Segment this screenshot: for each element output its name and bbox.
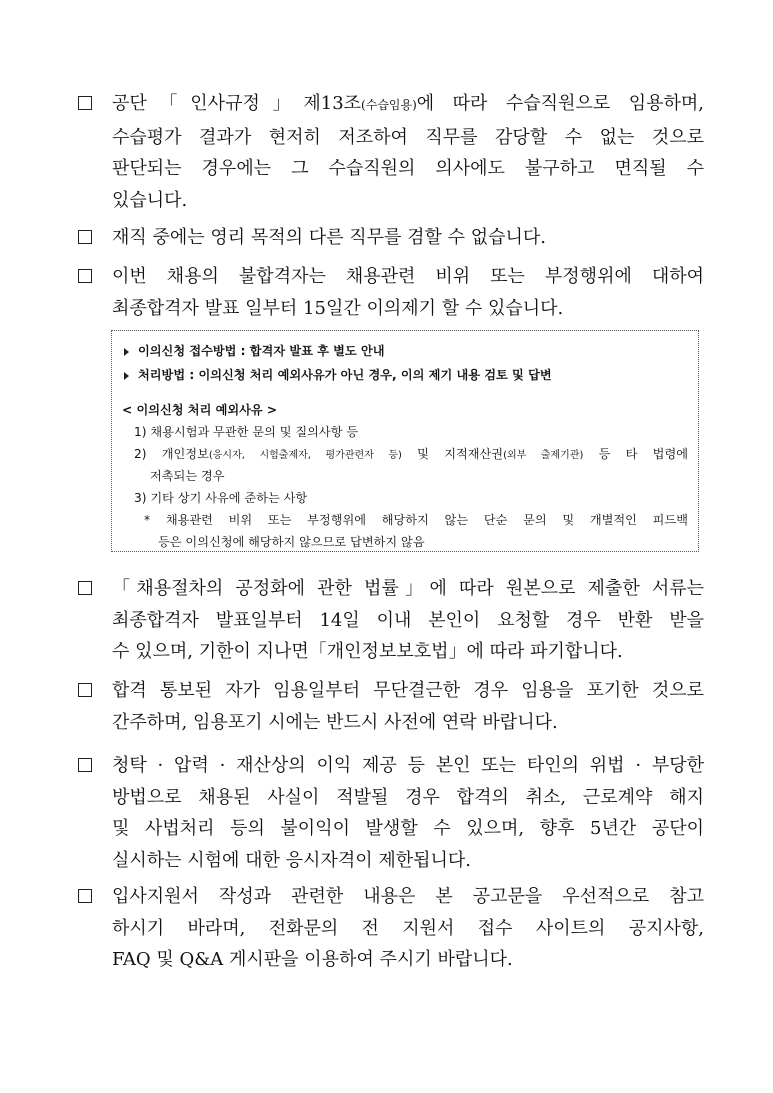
objection-method-text: 이의신청 접수방법 : 합격자 발표 후 별도 안내 xyxy=(138,344,385,358)
item-text xyxy=(112,261,704,324)
checkbox-square-icon xyxy=(78,889,92,903)
text-line xyxy=(112,293,704,325)
text-run: 실시하는 시험에 대한 응시자격이 제한됩니다. xyxy=(112,849,471,871)
text-run: 및 사법처리 등의 불이익이 발생할 수 있으며, 향후 5년간 공단이 xyxy=(112,818,704,839)
text-line xyxy=(112,675,704,707)
text-line xyxy=(112,636,704,668)
checkbox-square-icon xyxy=(78,581,92,595)
checkbox-square-icon xyxy=(78,230,92,244)
exception-item-2-note: (외부 출제기관) xyxy=(503,450,584,461)
objection-method-row xyxy=(122,339,688,363)
text-run: 최종합격자 발표 일부터 15일간 이의제기 할 수 있습니다. xyxy=(112,297,564,319)
item-text xyxy=(112,881,704,976)
text-line xyxy=(112,185,704,217)
text-run: 최종합격자 발표일부터 14일 이내 본인이 요청할 경우 반환 받을 xyxy=(112,609,704,631)
text-run: 청탁 · 압력 · 재산상의 이익 제공 등 본인 또는 타인의 위법 · 부당한 xyxy=(112,755,704,776)
exception-note-line-2: 등은 이의신청에 해당하지 않으므로 답변하지 않음 xyxy=(158,535,425,549)
text-line xyxy=(112,845,704,877)
exception-item-2-part: 등 타 법령에 xyxy=(583,447,688,461)
exception-item-2-part: 2) 개인정보 xyxy=(134,447,209,461)
text-run: 수습평가 결과가 현저히 저조하여 직무를 감당할 수 없는 것으로 xyxy=(112,126,704,148)
checkbox-square-icon xyxy=(78,269,92,283)
text-run: 방법으로 채용된 사실이 적발될 경우 합격의 취소, 근로계약 해지 xyxy=(112,786,704,808)
text-line xyxy=(112,707,704,739)
processing-method-row xyxy=(122,363,688,387)
text-run: 수 있으며, 기한이 지나면「개인정보보호법」에 따라 파기합니다. xyxy=(112,641,623,662)
checkbox-square-icon xyxy=(78,683,92,697)
exception-item-2-note: (응시자, 시험출제자, 평가관련자 등) xyxy=(208,450,402,461)
objection-info-box xyxy=(111,330,699,552)
text-line xyxy=(112,913,704,945)
text-line xyxy=(112,881,704,913)
text-line xyxy=(112,813,704,845)
inline-note: (수습임용) xyxy=(361,98,417,112)
exception-item-3: 3) 기타 상기 사유에 준하는 사항 xyxy=(134,491,308,505)
text-line xyxy=(112,153,704,185)
exception-section-title: < 이의신청 처리 예외사유 > xyxy=(122,403,278,417)
text-line xyxy=(112,88,704,122)
text-line xyxy=(112,605,704,637)
triangle-bullet-icon xyxy=(124,348,129,356)
text-line xyxy=(112,750,704,782)
text-run: 이번 채용의 불합격자는 채용관련 비위 또는 부정행위에 대하여 xyxy=(112,266,704,287)
text-run: 「채용절차의 공정화에 관한 법률」에 따라 원본으로 제출한 서류는 xyxy=(112,578,704,599)
exception-item-2 xyxy=(122,443,688,465)
text-run: 간주하며, 임용포기 시에는 반드시 사전에 연락 바랍니다. xyxy=(112,711,558,733)
text-line xyxy=(112,122,704,154)
notice-item-3 xyxy=(78,261,704,324)
notice-item-4 xyxy=(78,573,704,668)
item-text xyxy=(112,750,704,876)
text-run: 에 따라 수습직원으로 임용하며, xyxy=(416,93,704,114)
checkbox-square-icon xyxy=(78,758,92,772)
exception-note-line-1: * 채용관련 비위 또는 부정행위에 해당하지 않는 단순 문의 및 개별적인 피드백 xyxy=(144,513,688,527)
notice-item-1 xyxy=(78,88,704,216)
text-run: 있습니다. xyxy=(112,189,188,211)
exception-item-2-part: 및 지적재산권 xyxy=(401,447,504,461)
item-text xyxy=(112,88,704,216)
item-text xyxy=(112,573,704,668)
text-run: 공단「인사규정」제13조 xyxy=(112,93,362,114)
notice-item-6 xyxy=(78,750,704,876)
item-text xyxy=(112,222,704,254)
notice-item-7 xyxy=(78,881,704,976)
notice-item-2 xyxy=(78,222,704,254)
text-run: 판단되는 경우에는 그 수습직원의 의사에도 불구하고 면직될 수 xyxy=(112,158,704,179)
text-line xyxy=(112,261,704,293)
text-line xyxy=(112,573,704,605)
text-run: 입사지원서 작성과 관련한 내용은 본 공고문을 우선적으로 참고 xyxy=(112,886,704,907)
text-run: 하시기 바라며, 전화문의 전 지원서 접수 사이트의 공지사항, xyxy=(112,917,704,939)
processing-method-text: 처리방법 : 이의신청 처리 예외사유가 아닌 경우, 이의 제기 내용 검토 및 답변 xyxy=(138,368,552,382)
text-run: FAQ 및 Q&A 게시판을 이용하여 주시기 바랍니다. xyxy=(112,949,513,970)
text-line xyxy=(112,782,704,814)
text-line xyxy=(112,944,704,976)
item-text xyxy=(112,675,704,738)
triangle-bullet-icon xyxy=(124,372,129,380)
exception-item-1: 1) 채용시험과 무관한 문의 및 질의사항 등 xyxy=(134,425,359,439)
text-run: 재직 중에는 영리 목적의 다른 직무를 겸할 수 없습니다. xyxy=(112,227,547,248)
text-run: 합격 통보된 자가 임용일부터 무단결근한 경우 임용을 포기한 것으로 xyxy=(112,680,704,701)
notice-item-5 xyxy=(78,675,704,738)
exception-item-2-cont: 저촉되는 경우 xyxy=(150,469,225,483)
text-line xyxy=(112,222,704,254)
checkbox-square-icon xyxy=(78,96,92,110)
